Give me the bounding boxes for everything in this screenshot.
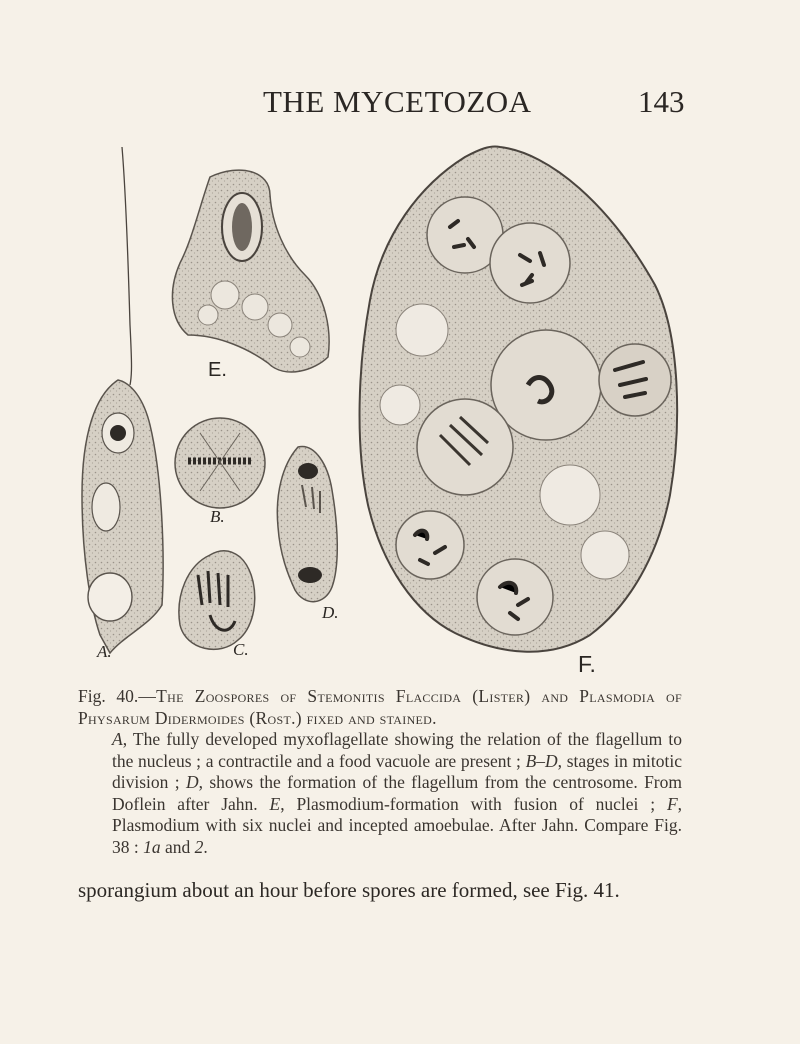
caption-text-b-d: , stages in mitotic division ; xyxy=(112,750,682,792)
page-number: 143 xyxy=(638,84,685,119)
specimen-f xyxy=(360,146,678,651)
specimen-a xyxy=(82,147,163,653)
label-a: A. xyxy=(97,642,112,661)
specimen-e xyxy=(172,170,329,372)
figure-caption xyxy=(78,686,682,858)
caption-heading xyxy=(78,686,682,729)
caption-text-e: , Plasmodium-formation with fusion of nuclei ; xyxy=(280,793,656,814)
body-paragraph: sporangium about an hour before spores are formed, see Fig. 41. xyxy=(78,878,620,902)
specimen-b xyxy=(175,418,265,508)
caption-label-d: D xyxy=(185,772,199,792)
caption-body xyxy=(78,729,682,858)
page-header xyxy=(0,84,800,124)
label-d: D. xyxy=(322,603,339,622)
caption-fig-number: Fig. 40. xyxy=(78,686,139,706)
running-title: THE MYCETOZOA xyxy=(263,84,532,119)
caption-ref-2: 2 xyxy=(194,836,204,857)
caption-label-f: F xyxy=(666,793,678,814)
caption-text-d: , shows the formation of the flagellum from the centrosome. From Doflein after Jahn. xyxy=(112,772,682,814)
label-c: C. xyxy=(233,640,249,659)
caption-text-a: , The fully developed myxoflagellate showing the relation of the flagellum to the nucleus ; a contractile and a food vacuole are present ; xyxy=(112,729,682,771)
caption-label-e: E xyxy=(269,793,281,814)
specimen-c xyxy=(179,551,255,650)
label-b: B. xyxy=(210,507,225,526)
caption-title: —The Zoospores of Stemonitis Flaccida (Lister) and Plasmodia of Physarum Didermoides (Rost.) fixed and stained. xyxy=(78,686,682,728)
caption-ref-and: and xyxy=(160,836,195,857)
figure-drawing xyxy=(70,135,690,680)
label-e: E. xyxy=(208,359,227,381)
caption-label-a: A xyxy=(112,729,123,749)
caption-ref-1a: 1a xyxy=(143,836,161,857)
specimen-d xyxy=(277,447,337,602)
label-f: F. xyxy=(578,651,596,677)
caption-end: . xyxy=(203,836,208,857)
caption-label-b-d: B–D xyxy=(525,750,558,771)
caption-text-f: , Plasmodium with six nuclei and incepted amoebulae. After Jahn. Compare Fig. 38 : xyxy=(112,793,683,857)
figure-40-illustration xyxy=(70,135,690,680)
